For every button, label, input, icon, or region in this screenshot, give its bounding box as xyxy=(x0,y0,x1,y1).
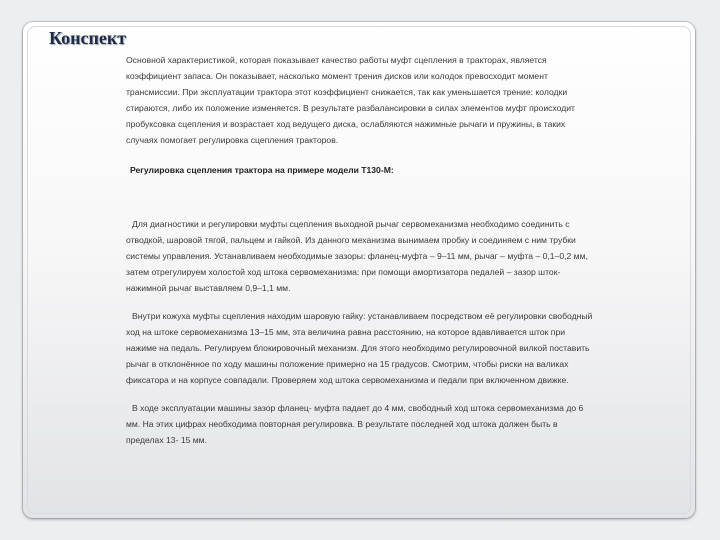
slide-title: Конспект xyxy=(49,28,127,48)
section-heading: Регулировка сцепления трактора на примере модели Т130-М: xyxy=(130,165,394,175)
paragraph-operation: В ходе эксплуатации машины зазор фланец- муфта падает до 4 мм, свободный ход штока сервомеханизма до 6 мм. На этих цифрах необходима повторная регулировка. В результате последней ход штока должен быть в пределах 13- 15 мм. xyxy=(126,403,584,445)
paragraph-intro: Основной характеристикой, которая показывает качество работы муфт сцепления в тракторах, является коэффициент запаса. Он показывает, насколько момент трения дисков или колодок превосходит момент трансмиссии. При эксплуатации трактора этот коэффициент снижается, так как уменьшается трение: колодки стираются, либо их положение изменяется. В результате разбалансировки в силах элементов муфт происходит пробуксовка сцепления и возрастает ход ведущего диска, ослабляются нажимные рычаги и пружины, в таких случаях помогает регулировка сцепления тракторов. xyxy=(126,55,575,145)
paragraph-adjustment: Внутри кожуха муфты сцепления находим шаровую гайку: устанавливаем посредством её регулировки свободный ход на штоке сервомеханизма 13–15 мм, эта величина равна расстоянию, на которое вдавливается шток при нажиме на педаль. Регулируем блокировочный механизм. Для этого необходимо регулировочной вилкой поставить рычаг в отклонённое по ходу машины положение примерно на 15 градусов. Смотрим, чтобы риски на валиках фиксатора и на корпусе совпадали. Проверяем ход штока сервомеханизма и педали при включенном движке. xyxy=(126,311,593,385)
slide xyxy=(23,22,695,518)
paragraph-diagnostics: Для диагностики и регулировки муфты сцепления выходной рычаг сервомеханизма необходимо соединить с отводкой, шаровой тягой, пальцем и гайкой. Из данного механизма вынимаем пробку и соединяем с ним трубки системы управления. Устанавливаем необходимые зазоры: фланец-муфта – 9–11 мм, рычаг – муфта – 0,1–0,2 мм, затем отрегулируем холостой ход штока сервомеханизма: при помощи амортизатора педалей – зазор шток-нажимной рычаг выставляем 0,9–1,1 мм. xyxy=(126,219,588,293)
slide-body xyxy=(126,52,596,448)
